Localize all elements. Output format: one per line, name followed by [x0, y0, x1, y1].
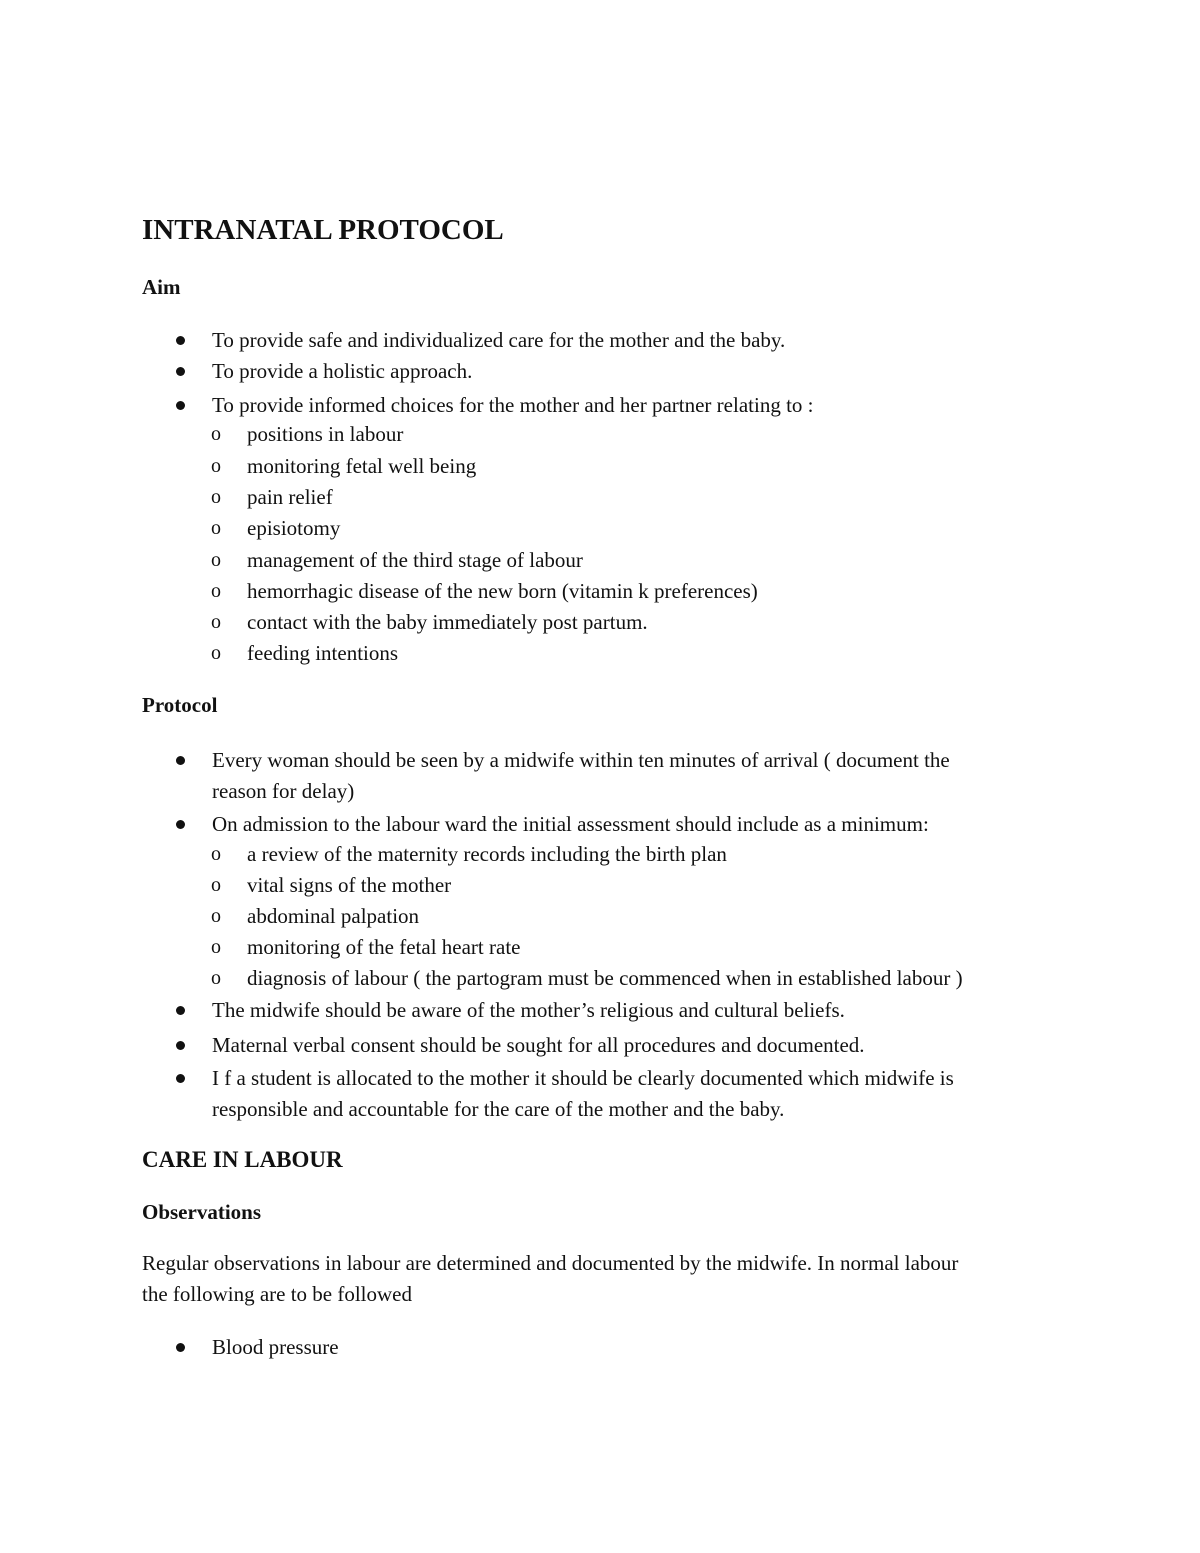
bullet-icon	[176, 401, 185, 410]
aim-bullet: To provide safe and individualized care for the mother and the baby.	[212, 328, 786, 352]
aim-sub-item: monitoring fetal well being	[247, 454, 477, 478]
observations-heading: Observations	[142, 1200, 262, 1224]
document-title: INTRANATAL PROTOCOL	[142, 214, 504, 246]
sub-bullet-marker: o	[211, 549, 221, 571]
bullet-icon	[176, 367, 185, 376]
observations-paragraph-continuation: the following are to be followed	[142, 1282, 413, 1306]
aim-heading: Aim	[142, 275, 181, 299]
protocol-sub-item: a review of the maternity records including the birth plan	[247, 842, 727, 866]
protocol-bullet-continuation: responsible and accountable for the care of the mother and the baby.	[212, 1097, 785, 1121]
aim-sub-item: hemorrhagic disease of the new born (vitamin k preferences)	[247, 579, 758, 603]
observations-paragraph: Regular observations in labour are determined and documented by the midwife. In normal labour	[142, 1251, 959, 1275]
aim-sub-item: contact with the baby immediately post partum.	[247, 610, 648, 634]
aim-sub-item: feeding intentions	[247, 641, 399, 665]
protocol-sub-item: vital signs of the mother	[247, 873, 452, 897]
protocol-sub-item: diagnosis of labour ( the partogram must be commenced when in established labour )	[247, 966, 963, 990]
sub-bullet-marker: o	[211, 967, 221, 989]
aim-sub-item: pain relief	[247, 485, 333, 509]
bullet-icon	[176, 820, 185, 829]
sub-bullet-marker: o	[211, 517, 221, 539]
aim-sub-item: positions in labour	[247, 422, 404, 446]
bullet-icon	[176, 1343, 185, 1352]
protocol-heading: Protocol	[142, 693, 218, 717]
sub-bullet-marker: o	[211, 642, 221, 664]
sub-bullet-marker: o	[211, 611, 221, 633]
bullet-icon	[176, 1041, 185, 1050]
aim-bullet: To provide informed choices for the mother and her partner relating to :	[212, 393, 814, 417]
protocol-sub-item: monitoring of the fetal heart rate	[247, 935, 521, 959]
sub-bullet-marker: o	[211, 843, 221, 865]
care-in-labour-heading: CARE IN LABOUR	[142, 1147, 343, 1172]
protocol-bullet: Maternal verbal consent should be sought for all procedures and documented.	[212, 1033, 865, 1057]
sub-bullet-marker: o	[211, 905, 221, 927]
protocol-bullet-continuation: reason for delay)	[212, 779, 355, 803]
protocol-bullet: On admission to the labour ward the initial assessment should include as a minimum:	[212, 812, 929, 836]
protocol-bullet: I f a student is allocated to the mother it should be clearly documented which midwife is	[212, 1066, 954, 1090]
bullet-icon	[176, 336, 185, 345]
sub-bullet-marker: o	[211, 580, 221, 602]
sub-bullet-marker: o	[211, 486, 221, 508]
aim-sub-item: management of the third stage of labour	[247, 548, 583, 572]
sub-bullet-marker: o	[211, 936, 221, 958]
protocol-sub-item: abdominal palpation	[247, 904, 420, 928]
aim-sub-item: episiotomy	[247, 516, 341, 540]
sub-bullet-marker: o	[211, 874, 221, 896]
protocol-bullet: Every woman should be seen by a midwife within ten minutes of arrival ( document the	[212, 748, 950, 772]
observation-bullet: Blood pressure	[212, 1335, 339, 1359]
bullet-icon	[176, 1074, 185, 1083]
protocol-bullet: The midwife should be aware of the mother’s religious and cultural beliefs.	[212, 998, 845, 1022]
sub-bullet-marker: o	[211, 455, 221, 477]
bullet-icon	[176, 1006, 185, 1015]
sub-bullet-marker: o	[211, 423, 221, 445]
aim-bullet: To provide a holistic approach.	[212, 359, 473, 383]
bullet-icon	[176, 756, 185, 765]
